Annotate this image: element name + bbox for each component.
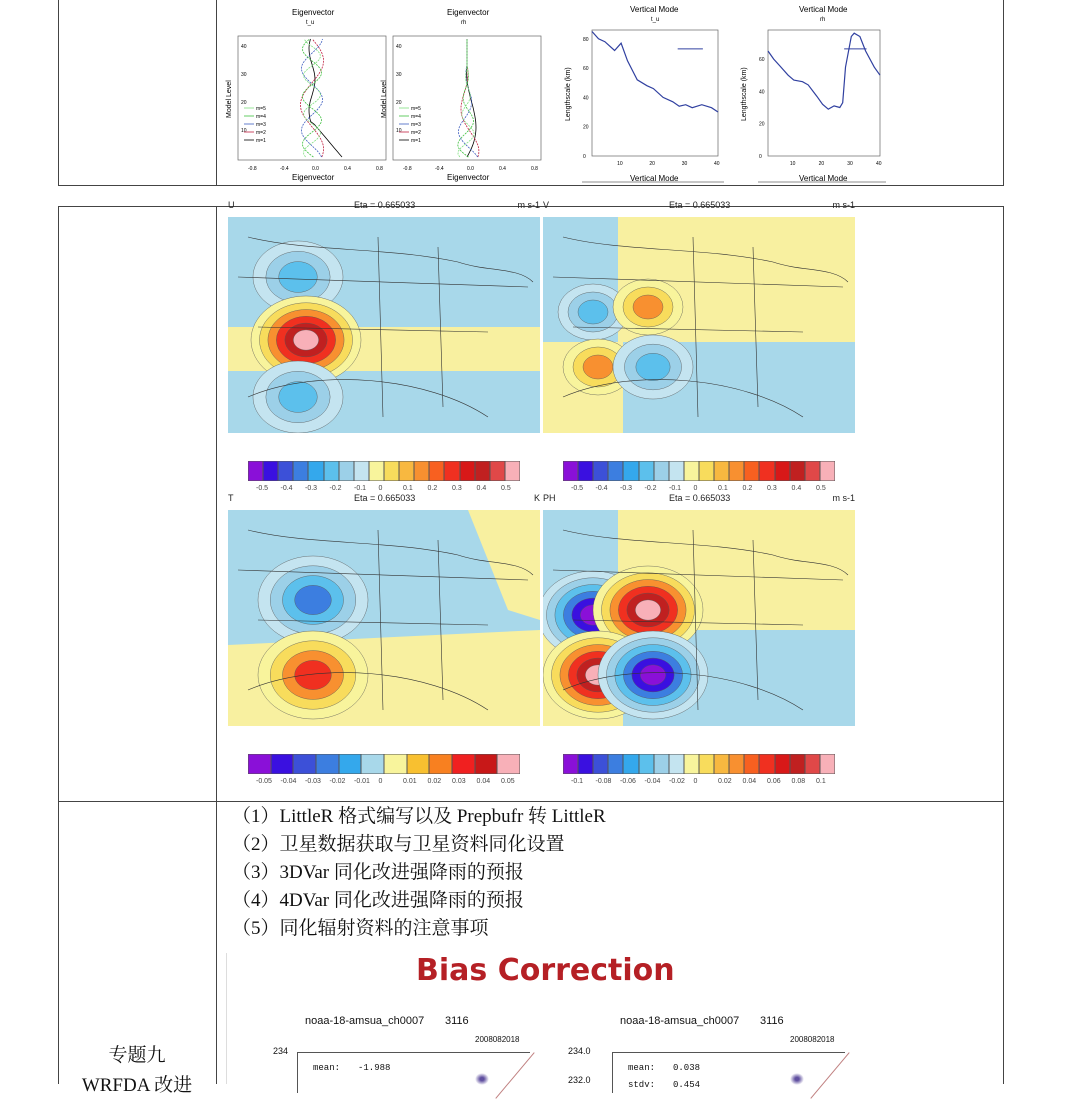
topic-item: （5）同化辐射资料的注意事项 [232, 918, 489, 939]
colorbar-swatch [384, 461, 399, 481]
table-border [58, 0, 59, 185]
colorbar-tick: -0.4 [595, 485, 608, 492]
colorbar-tick: -0.1 [354, 485, 367, 492]
colorbar-swatch [744, 461, 759, 481]
map-unit: m s-1 [517, 200, 540, 210]
colorbar-swatch [497, 754, 520, 774]
plot-count: 3116 [445, 1015, 469, 1027]
colorbar [563, 754, 835, 784]
legend-entry: m=2 [411, 130, 421, 136]
colorbar-tick: 0.1 [403, 485, 413, 492]
colorbar-swatch [805, 461, 820, 481]
colorbar [248, 461, 520, 491]
map-header [228, 200, 540, 214]
panel-title: rh [461, 20, 467, 26]
map-variable: U [228, 200, 235, 210]
colorbar-swatch [578, 754, 593, 774]
colorbar-swatch [563, 461, 578, 481]
colorbar-swatch [324, 461, 339, 481]
colorbar-swatch [339, 461, 354, 481]
legend-entry: m=3 [256, 122, 266, 128]
colorbar-swatch [714, 461, 729, 481]
y-tick: 40 [396, 44, 402, 50]
colorbar-tick: -0.5 [256, 485, 269, 492]
legend-entry: m=1 [411, 138, 421, 144]
map-variable: PH [543, 493, 556, 503]
colorbar-swatch [790, 754, 805, 774]
contour-region [295, 660, 332, 689]
x-tick: -0.4 [280, 166, 289, 172]
colorbar-tick: -0.2 [329, 485, 342, 492]
colorbar-tick: 0.03 [452, 778, 466, 785]
colorbar-tick: 0.08 [791, 778, 806, 785]
legend-entry: m=5 [256, 106, 266, 112]
contour-map [543, 510, 855, 726]
colorbar-tick: -0.3 [620, 485, 633, 492]
colorbar-swatch [714, 754, 729, 774]
colorbar-swatch [490, 461, 505, 481]
contour-map [228, 217, 540, 433]
colorbar-tick: -0.1 [669, 485, 682, 492]
panel-title: rh [820, 17, 826, 23]
map-panel [228, 217, 540, 433]
colorbar-tick: -0.03 [305, 778, 321, 785]
colorbar-tick: -0.1 [571, 778, 584, 785]
table-border [58, 206, 59, 1084]
scatter-cluster [790, 1073, 804, 1085]
colorbar-swatch [308, 461, 323, 481]
colorbar-swatch [608, 754, 623, 774]
contour-region [578, 300, 608, 324]
legend-entry: m=1 [256, 138, 266, 144]
plot-title: noaa-18-amsua_ch0007 [620, 1015, 740, 1027]
colorbar-swatch [293, 461, 308, 481]
stat-key: mean: [628, 1063, 656, 1073]
table-border [1003, 0, 1004, 185]
map-header [543, 200, 855, 214]
y-label: Lengthscale (km) [741, 67, 748, 121]
map-eta: Eta = 0.665033 [669, 493, 731, 503]
colorbar-tick: 0.5 [816, 485, 826, 492]
colorbar-tick: 0.05 [501, 778, 515, 785]
colorbar-tick: -0.02 [669, 778, 685, 785]
colorbar [563, 461, 835, 491]
x-tick: 10 [789, 161, 796, 167]
colorbar-tick: -0.05 [256, 778, 272, 785]
contour-region [583, 355, 613, 379]
colorbar-swatch [414, 461, 429, 481]
x-tick: 40 [714, 161, 720, 167]
bias-scatter-plot [245, 1015, 545, 1085]
colorbar-swatch [805, 754, 820, 774]
plot-count: 3116 [760, 1015, 784, 1027]
colorbar-swatch [475, 754, 498, 774]
y-tick: 40 [583, 95, 589, 102]
map-unit: K [533, 493, 540, 503]
colorbar-tick: 0.04 [742, 778, 757, 785]
x-tick: 20 [649, 161, 655, 167]
lengthscale-line [592, 32, 718, 113]
colorbar-tick: 0.2 [742, 485, 753, 492]
colorbar-tick: 0.2 [427, 485, 438, 492]
map-panel [543, 217, 855, 433]
y-tick: 30 [396, 72, 402, 78]
colorbar-swatch [316, 754, 339, 774]
colorbar-swatch [820, 461, 835, 481]
x-tick: 0.8 [376, 166, 383, 172]
y-tick: 234 [273, 1046, 289, 1056]
colorbar-swatch [639, 754, 654, 774]
table-border [216, 0, 217, 185]
colorbar-tick: 0.1 [718, 485, 728, 492]
colorbar-swatch [384, 754, 407, 774]
map-header [228, 493, 540, 507]
legend-entry: m=5 [411, 106, 421, 112]
colorbar-swatch [654, 754, 669, 774]
x-tick: 10 [617, 161, 623, 167]
y-tick: 20 [583, 124, 589, 131]
colorbar-swatch [452, 754, 475, 774]
colorbar-swatch [429, 754, 452, 774]
map-eta: Eta = 0.665033 [354, 493, 416, 503]
y-tick: 40 [241, 44, 247, 50]
x-tick: -0.4 [435, 166, 444, 172]
colorbar-swatch [759, 754, 774, 774]
eigenvector-line [309, 39, 342, 157]
colorbar-tick: 0 [378, 485, 383, 492]
colorbar-swatch [699, 754, 714, 774]
scatter-cluster [475, 1073, 489, 1085]
colorbar-swatch [505, 461, 520, 481]
x-tick: 0.4 [344, 166, 351, 172]
colorbar-swatch [820, 754, 835, 774]
y-tick: 60 [759, 57, 765, 64]
map-unit: m s-1 [832, 200, 855, 210]
colorbar-swatch [339, 754, 362, 774]
x-tick: 40 [876, 161, 882, 167]
legend-entry: m=4 [256, 114, 266, 120]
topic-label-line1: 专题九 [108, 1045, 166, 1066]
stat-value: -1.988 [358, 1063, 391, 1073]
colorbar-tick: -0.04 [644, 778, 661, 785]
colorbar-swatch [444, 461, 459, 481]
panel-title: t_u [306, 20, 315, 26]
y-label: Model Level [226, 80, 233, 118]
colorbar-tick: 0.06 [767, 778, 781, 785]
colorbar-tick: 0 [378, 778, 383, 785]
eigenvector-plots [222, 0, 552, 185]
map-variable: T [228, 493, 234, 503]
colorbar-tick: -0.04 [280, 778, 297, 785]
topic-item: （1）LittleR 格式编写以及 Prepbufr 转 LittleR [232, 806, 606, 827]
colorbar-tick: 0.4 [791, 485, 802, 492]
y-tick: 10 [396, 128, 402, 134]
plot-title: noaa-18-amsua_ch0007 [305, 1015, 425, 1027]
colorbar-tick: -0.5 [571, 485, 584, 492]
contour-region [640, 665, 665, 685]
contour-region [293, 330, 318, 350]
y-tick: 20 [241, 100, 247, 106]
x-label: Eigenvector [292, 173, 335, 182]
colorbar-tick: 0.1 [816, 778, 826, 785]
bias-correction-figure [226, 953, 872, 1090]
topic-label-line2: WRFDA 改进 [81, 1075, 193, 1096]
contour-map [543, 217, 855, 433]
stat-key: stdv: [628, 1080, 656, 1090]
eigenvector-figure [222, 0, 552, 185]
colorbar-tick: 0 [693, 485, 698, 492]
plot-date: 2008082018 [475, 1035, 520, 1044]
bias-scatter-plot [560, 1015, 860, 1090]
x-tick: 0.0 [312, 166, 319, 172]
colorbar-swatch [475, 461, 490, 481]
colorbar-tick: 0.4 [476, 485, 487, 492]
colorbar-swatch [429, 461, 444, 481]
colorbar-swatch [369, 461, 384, 481]
contour-region [279, 262, 318, 293]
contour-map [228, 510, 540, 726]
colorbar-tick: -0.01 [354, 778, 370, 785]
legend-entry: m=4 [411, 114, 421, 120]
colorbar-swatch [729, 754, 744, 774]
topic-item: （4）4DVar 同化改进强降雨的预报 [232, 890, 524, 911]
y-tick: 20 [396, 100, 402, 106]
table-border [58, 801, 1004, 802]
map-panel [543, 510, 855, 726]
table-border [1003, 206, 1004, 1084]
y-tick: 30 [241, 72, 247, 78]
colorbar-swatch [699, 461, 714, 481]
colorbar-swatch [460, 461, 475, 481]
top-xlabel: Vertical Mode [799, 5, 848, 14]
colorbar-tick: -0.08 [595, 778, 612, 785]
colorbar-tick: 0.04 [476, 778, 491, 785]
colorbar-tick: 0.01 [403, 778, 417, 785]
colorbar-tick: -0.4 [280, 485, 293, 492]
colorbar-tick: 0 [693, 778, 698, 785]
colorbar-swatch [248, 461, 263, 481]
x-tick: 20 [818, 161, 825, 167]
colorbar-tick: 0.3 [452, 485, 462, 492]
y-tick: 0 [759, 154, 762, 160]
colorbar-swatch [399, 461, 414, 481]
legend-entry: m=2 [256, 130, 266, 136]
lengthscale-figure [552, 0, 897, 185]
colorbar-tick: 0.02 [718, 778, 732, 785]
colorbar-swatch [578, 461, 593, 481]
colorbar-tick: 0.3 [767, 485, 777, 492]
colorbar-swatch [593, 754, 608, 774]
x-label: Vertical Mode [799, 174, 848, 183]
eigenvector-line [304, 39, 321, 157]
y-tick: 20 [759, 121, 765, 128]
y-tick: 0 [583, 154, 586, 160]
colorbar-swatch [790, 461, 805, 481]
x-label: Eigenvector [447, 173, 490, 182]
y-tick: 80 [583, 36, 589, 43]
colorbar-swatch [669, 461, 684, 481]
colorbar-swatch [361, 754, 384, 774]
colorbar-swatch [593, 461, 608, 481]
map-eta: Eta = 0.665033 [669, 200, 731, 210]
contour-region [633, 295, 663, 319]
y-tick: 40 [759, 89, 765, 96]
colorbar-swatch [639, 461, 654, 481]
colorbar-swatch [623, 461, 638, 481]
colorbar-swatch [407, 754, 430, 774]
table-border [216, 206, 217, 1084]
colorbar-tick: 0.02 [427, 778, 442, 785]
map-panel [228, 510, 540, 726]
top-xlabel: Eigenvector [447, 8, 490, 17]
colorbar-tick: -0.2 [644, 485, 657, 492]
x-tick: 30 [847, 161, 853, 167]
stat-value: 0.454 [673, 1080, 701, 1090]
colorbar-swatch [729, 461, 744, 481]
x-tick: 0.4 [499, 166, 506, 172]
colorbar-swatch [354, 461, 369, 481]
y-tick: 10 [241, 128, 247, 134]
bias-title: Bias Correction [416, 953, 675, 988]
x-tick: 0.0 [467, 166, 474, 172]
colorbar-swatch [271, 754, 294, 774]
colorbar [248, 754, 520, 784]
contour-region [635, 600, 660, 620]
top-xlabel: Eigenvector [292, 8, 335, 17]
topic-item: （2）卫星数据获取与卫星资料同化设置 [232, 834, 565, 855]
topic-label [58, 1041, 216, 1101]
legend-entry: m=3 [411, 122, 421, 128]
map-unit: m s-1 [832, 493, 855, 503]
y-tick: 234.0 [568, 1046, 591, 1056]
colorbar-tick: -0.3 [305, 485, 318, 492]
colorbar-swatch [775, 754, 790, 774]
lengthscale-line [768, 33, 880, 109]
colorbar-swatch [744, 754, 759, 774]
colorbar-swatch [759, 461, 774, 481]
topic-item: （3）3DVar 同化改进强降雨的预报 [232, 862, 524, 883]
colorbar-swatch [684, 461, 699, 481]
colorbar-swatch [684, 754, 699, 774]
colorbar-tick: -0.02 [329, 778, 346, 785]
contour-region [636, 353, 670, 380]
colorbar-swatch [623, 754, 638, 774]
colorbar-swatch [248, 754, 271, 774]
colorbar-tick: 0.5 [501, 485, 511, 492]
y-label: Lengthscale (km) [565, 67, 572, 121]
x-tick: -0.8 [403, 166, 412, 172]
panel-title: t_u [651, 17, 660, 23]
map-eta: Eta = 0.665033 [354, 200, 416, 210]
colorbar-swatch [293, 754, 316, 774]
colorbar-swatch [608, 461, 623, 481]
plot-date: 2008082018 [790, 1035, 835, 1044]
colorbar-swatch [563, 754, 578, 774]
colorbar-swatch [278, 461, 293, 481]
top-xlabel: Vertical Mode [630, 5, 679, 14]
stat-key: mean: [313, 1063, 341, 1073]
map-header [543, 493, 855, 507]
table-border [58, 185, 1004, 186]
topic-list [232, 803, 606, 943]
contour-region [295, 585, 332, 614]
colorbar-tick: -0.06 [620, 778, 636, 785]
y-tick: 60 [583, 66, 589, 73]
colorbar-swatch [654, 461, 669, 481]
x-label: Vertical Mode [630, 174, 679, 183]
x-tick: -0.8 [248, 166, 257, 172]
contour-region [279, 382, 318, 413]
x-tick: 30 [681, 161, 688, 167]
colorbar-swatch [669, 754, 684, 774]
colorbar-swatch [263, 461, 278, 481]
y-tick: 232.0 [568, 1075, 591, 1085]
colorbar-swatch [775, 461, 790, 481]
map-variable: V [543, 200, 550, 210]
x-tick: 0.8 [531, 166, 538, 172]
stat-value: 0.038 [673, 1063, 701, 1073]
lengthscale-plots [552, 0, 897, 185]
y-label: Model Level [381, 80, 388, 118]
